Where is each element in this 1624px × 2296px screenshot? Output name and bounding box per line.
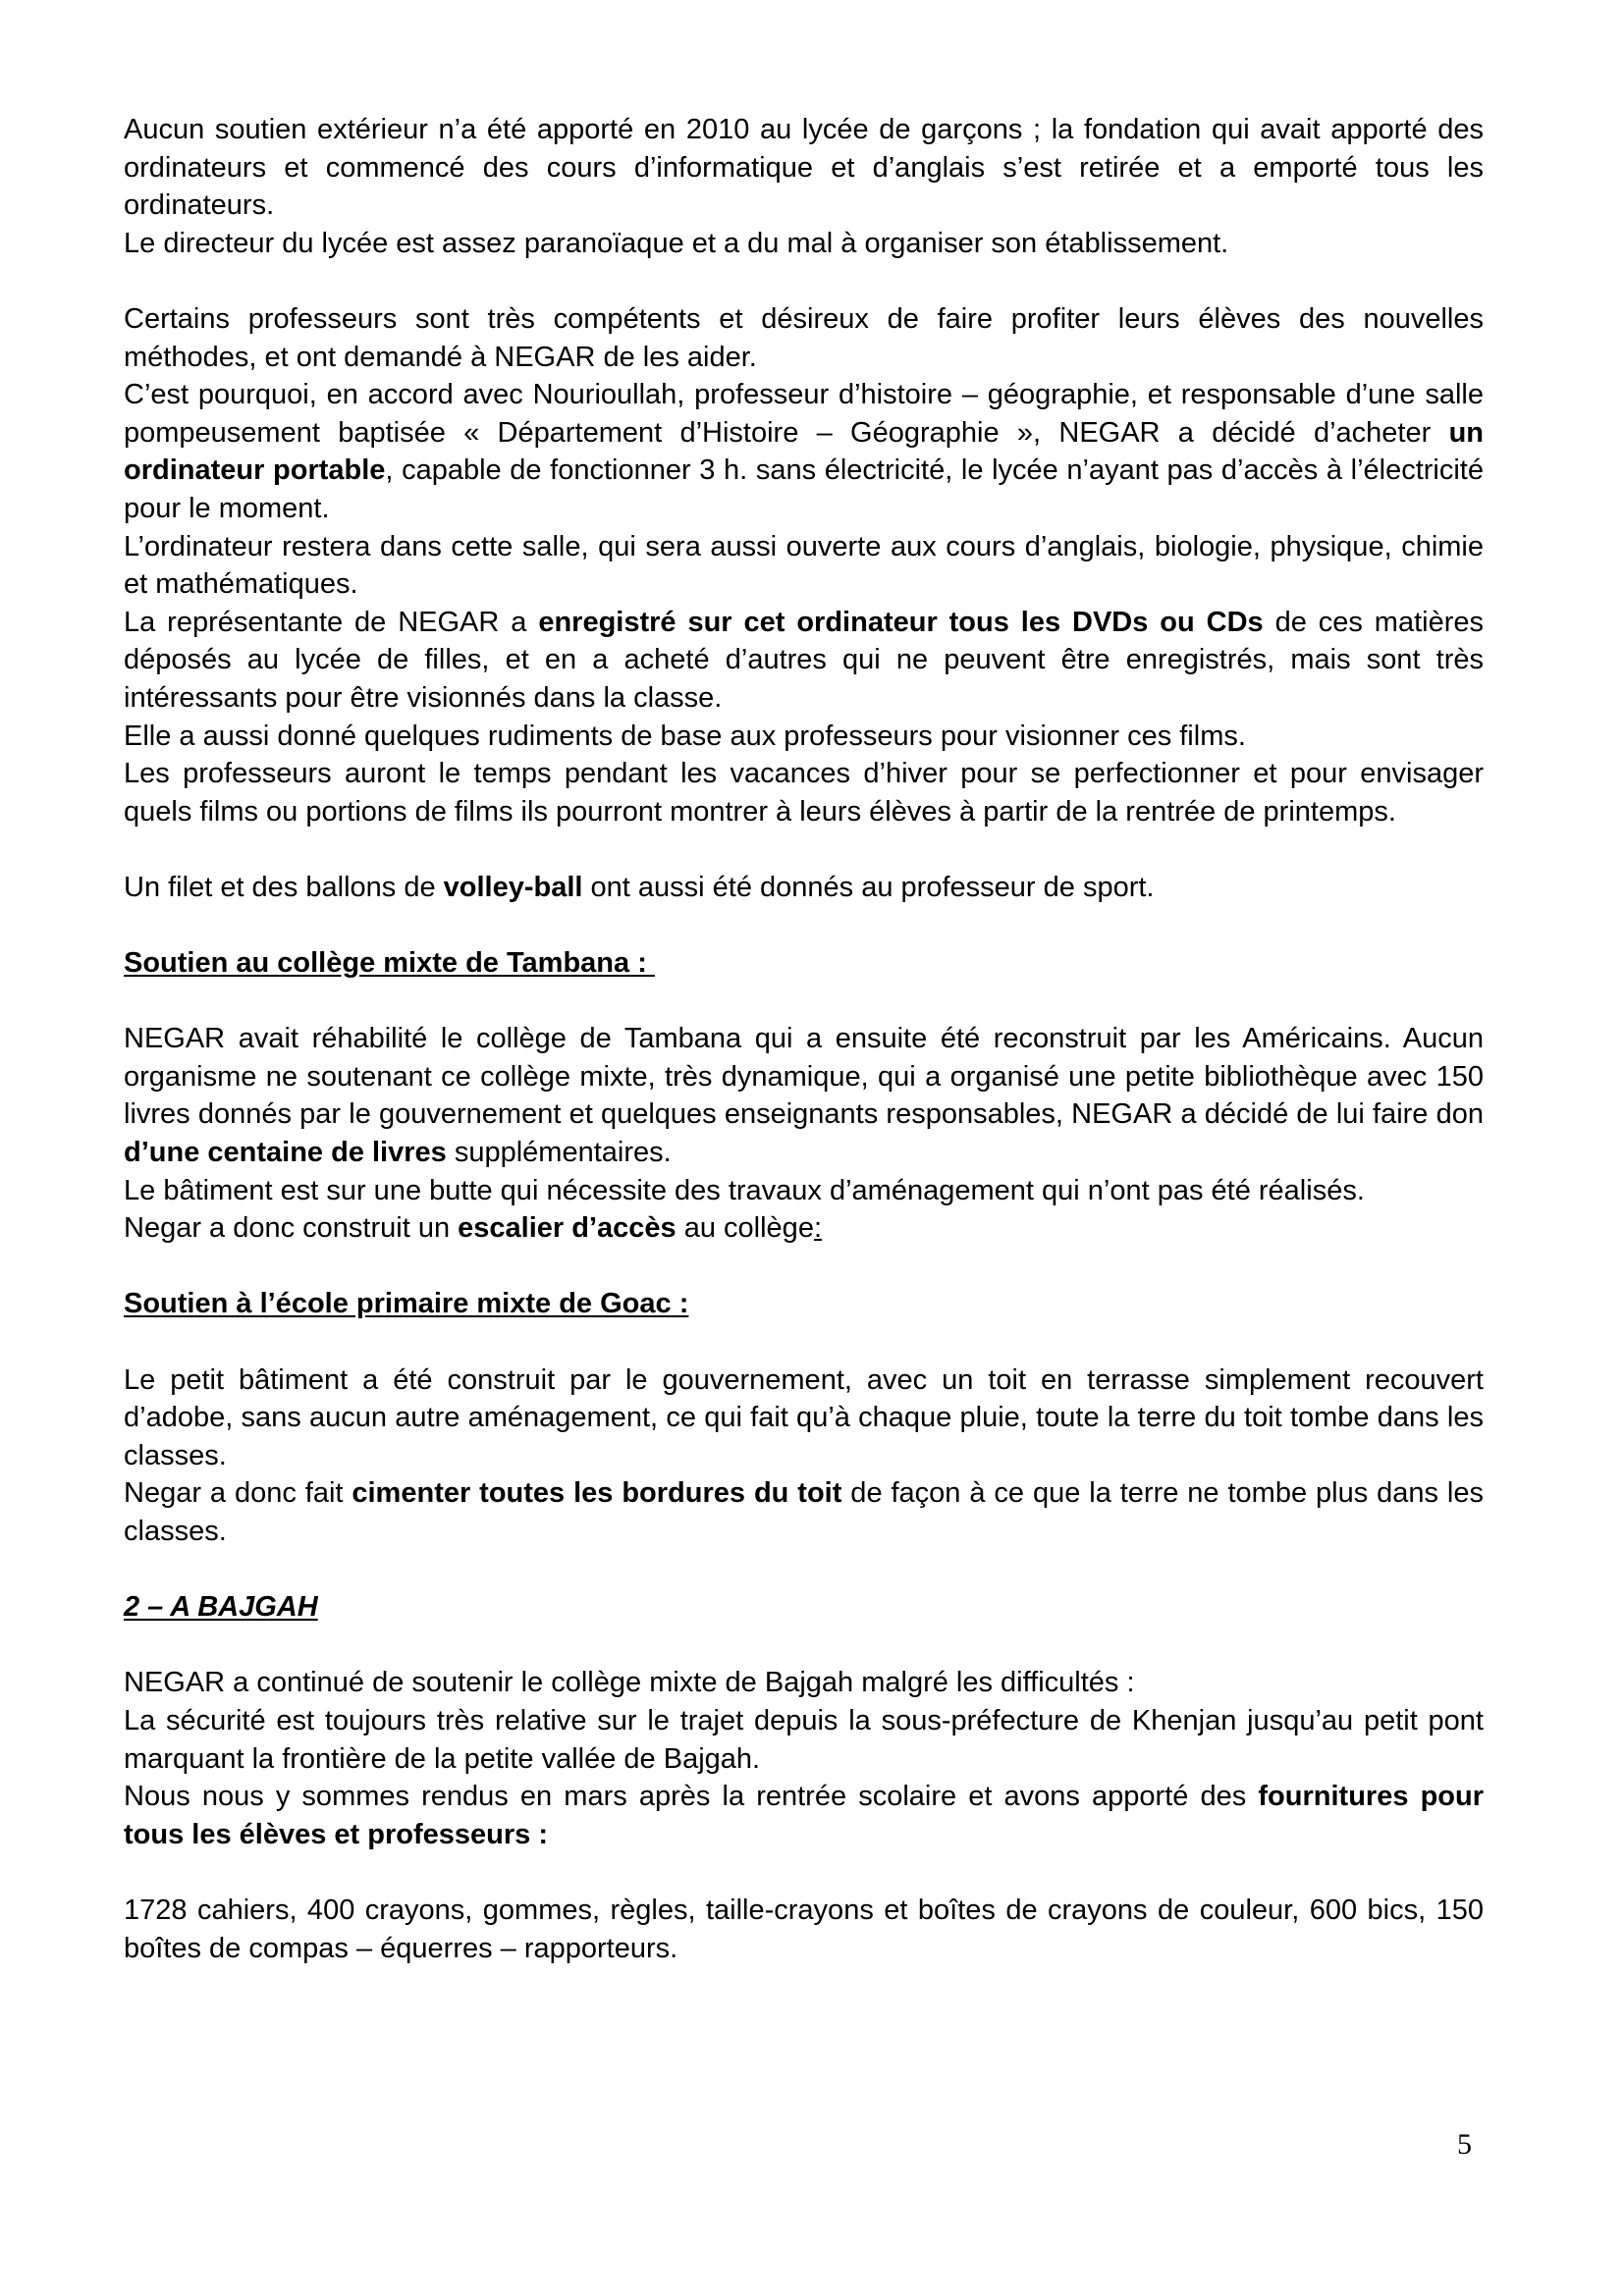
text: La représentante de NEGAR a	[124, 606, 539, 638]
document-page	[124, 111, 1484, 1967]
paragraph-goac-building: Le petit bâtiment a été construit par le gouvernement, avec un toit en terrasse simplement recouvert d’adobe, sans aucun autre aménagement, ce qui fait qu’à chaque pluie, toute la terre du toit tombe dans les classes.	[124, 1363, 1484, 1471]
bold-text: fournitures pour tous les élèves et professeurs :	[124, 1781, 1484, 1850]
text: Negar a donc fait	[124, 1477, 352, 1510]
text: Negar a donc construit un	[124, 1212, 459, 1245]
paragraph-training: Elle a aussi donné quelques rudiments de base aux professeurs pour visionner ces films.	[124, 720, 1246, 752]
paragraph-bajgah-security: La sécurité est toujours très relative sur le trajet depuis la sous-préfecture de Khenjan jusqu’au petit pont marquant la frontière de la petite vallée de Bajgah.	[124, 1704, 1484, 1775]
paragraph-winter-holidays: Les professeurs auront le temps pendant les vacances d’hiver pour se perfectionner et pour envisager quels films ou portions de films ils pourront montrer à leurs élèves à partir de la rentrée de printemps.	[124, 758, 1484, 828]
text: ont aussi été donnés au professeur de sport.	[582, 871, 1155, 903]
text: Un filet et des ballons de	[124, 871, 444, 903]
text: NEGAR avait réhabilité le collège de Tambana qui a ensuite été reconstruit par les Américains. Aucun organisme ne soutenant ce collège mixte, très dynamique, qui a organisé une petite bibliothèque avec 150 livres donnés par le gouvernement et quelques enseignants responsables, NEGAR a décidé de lui faire don	[124, 1023, 1484, 1131]
paragraph-director: Le directeur du lycée est assez paranoïaque et a du mal à organiser son établissement.	[124, 227, 1229, 259]
text: C’est pourquoi, en accord avec Nourioullah, professeur d’histoire – géographie, et responsable d’une salle pompeusement baptisée « Département d’Histoire – Géographie », NEGAR a décidé d’acheter	[124, 379, 1484, 449]
paragraph-bajgah-support: NEGAR a continué de soutenir le collège mixte de Bajgah malgré les difficultés :	[124, 1667, 1135, 1699]
paragraph-laptop-purchase	[124, 376, 1484, 527]
bold-text: un ordinateur portable	[124, 416, 1484, 487]
spacer	[124, 1248, 1484, 1286]
paragraph-teachers: Certains professeurs sont très compétents et désireux de faire profiter leurs élèves des nouvelles méthodes, et ont demandé à NEGAR de les aider.	[124, 302, 1484, 373]
paragraph-tambana-building: Le bâtiment est sur une butte qui nécessite des travaux d’aménagement qui n’ont pas été réalisés.	[124, 1174, 1365, 1206]
page-number: 5	[1457, 2128, 1472, 2161]
spacer	[124, 1627, 1484, 1665]
bold-text: d’une centaine de livres	[124, 1137, 447, 1169]
underlined-colon: :	[813, 1212, 823, 1245]
bold-text: volley-ball	[443, 871, 583, 903]
paragraph-tambana-books	[124, 1020, 1484, 1171]
paragraph-bajgah-visit	[124, 1778, 1484, 1853]
section-heading-tambana: Soutien au collège mixte de Tambana :	[124, 947, 655, 980]
text: , capable de fonctionner 3 h. sans électricité, le lycée n’ayant pas d’accès à l’électricité pour le moment.	[124, 454, 1484, 524]
text: de ces matières déposés au lycée de filles, et en a acheté d’autres qui ne peuvent être enregistrés, mais sont très intéressants pour être visionnés dans la classe.	[124, 606, 1484, 714]
paragraph-supplies-list: 1728 cahiers, 400 crayons, gommes, règles, taille-crayons et boîtes de crayons de couleur, 600 bics, 150 boîtes de compas – équerres – rapporteurs.	[124, 1894, 1484, 1964]
spacer	[124, 830, 1484, 869]
bold-text: enregistré sur cet ordinateur tous les DVDs ou CDs	[538, 606, 1264, 638]
paragraph-dvds	[124, 604, 1484, 718]
paragraph-laptop-room: L’ordinateur restera dans cette salle, qui sera aussi ouverte aux cours d’anglais, biologie, physique, chimie et mathématiques.	[124, 530, 1484, 601]
paragraph-goac-roof	[124, 1474, 1484, 1550]
paragraph-volleyball	[124, 869, 1484, 907]
text: au collège	[676, 1212, 814, 1245]
text: supplémentaires.	[446, 1137, 672, 1169]
section-heading-goac: Soutien à l’école primaire mixte de Goac :	[124, 1288, 689, 1320]
paragraph-tambana-stairs	[124, 1209, 1484, 1248]
text: Nous nous y sommes rendus en mars après la rentrée scolaire et avons apporté des	[124, 1781, 1259, 1813]
spacer	[124, 906, 1484, 944]
spacer	[124, 1323, 1484, 1362]
spacer	[124, 1853, 1484, 1892]
bold-text: cimenter toutes les bordures du toit	[352, 1477, 842, 1510]
spacer	[124, 983, 1484, 1021]
paragraph-no-external-support: Aucun soutien extérieur n’a été apporté en 2010 au lycée de garçons ; la fondation qui avait apporté des ordinateurs et commencé des cours d’informatique et d’anglais s’est retirée et a emporté tous les ordinateurs.	[124, 114, 1484, 222]
spacer	[124, 1551, 1484, 1589]
text: de façon à ce que la terre ne tombe plus dans les classes.	[124, 1477, 1484, 1547]
bold-text: escalier d’accès	[458, 1212, 677, 1245]
spacer	[124, 262, 1484, 300]
section-heading-bajgah: 2 – A BAJGAH	[124, 1591, 318, 1624]
